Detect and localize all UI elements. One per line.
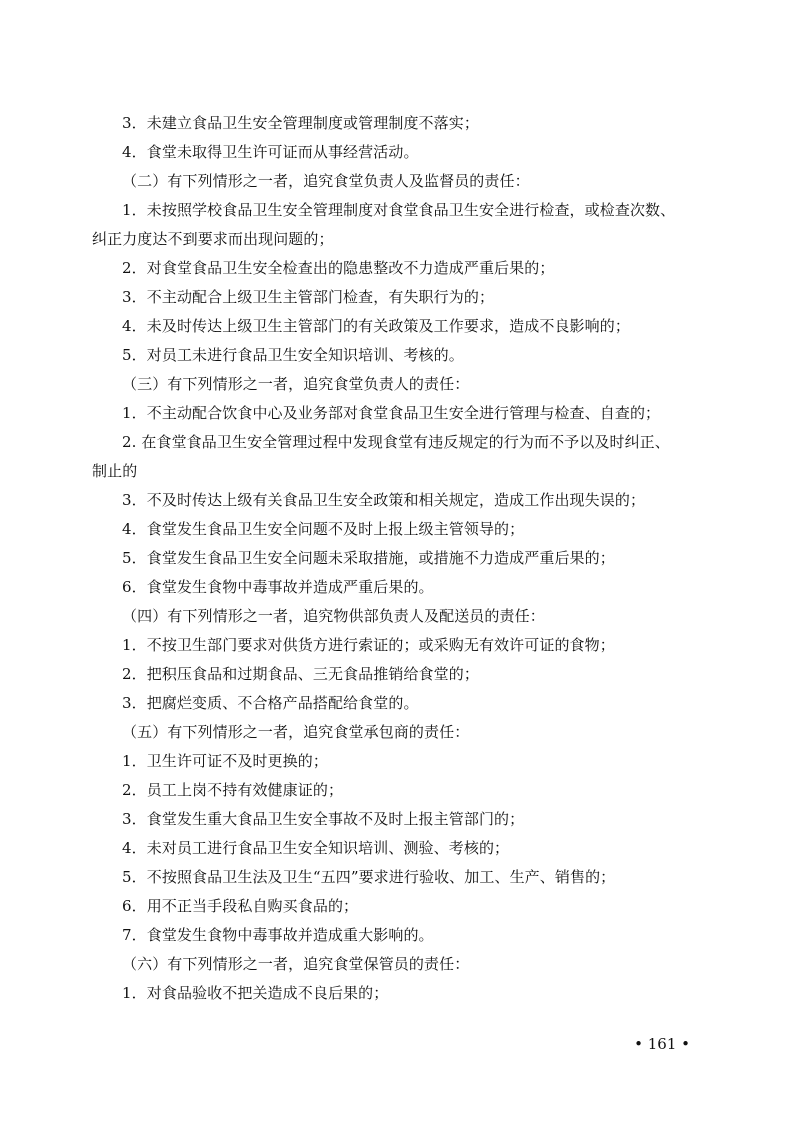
paragraph-line: 4．食堂发生食品卫生安全问题不及时上报上级主管领导的；: [122, 520, 525, 538]
section-heading-3: （三）有下列情形之一者，追究食堂负责人的责任：: [122, 375, 470, 393]
page-number: • 161 •: [634, 1035, 690, 1053]
paragraph-line: 1．未按照学校食品卫生安全管理制度对食堂食品卫生安全进行检查，或检查次数、: [122, 201, 676, 219]
section-heading-2: （二）有下列情形之一者，追究食堂负责人及监督员的责任：: [122, 172, 530, 190]
paragraph-line: 1．不按卫生部门要求对供货方进行索证的；或采购无有效许可证的食物；: [122, 636, 615, 654]
paragraph-line-continuation: 制止的: [92, 462, 138, 480]
paragraph-line: 6．用不正当手段私自购买食品的；: [122, 897, 359, 915]
section-heading-6: （六）有下列情形之一者，追究食堂保管员的责任：: [122, 955, 470, 973]
paragraph-line: 2．把积压食品和过期食品、三无食品推销给食堂的；: [122, 665, 479, 683]
section-heading-5: （五）有下列情形之一者，追究食堂承包商的责任：: [122, 723, 470, 741]
paragraph-line: 4．食堂未取得卫生许可证而从事经营活动。: [122, 143, 419, 161]
paragraph-line: 4．未及时传达上级卫生主管部门的有关政策及工作要求，造成不良影响的；: [122, 317, 630, 335]
paragraph-line: 5．食堂发生食品卫生安全问题未采取措施，或措施不力造成严重后果的；: [122, 549, 615, 567]
paragraph-line: 4．未对员工进行食品卫生安全知识培训、测验、考核的；: [122, 839, 510, 857]
section-heading-4: （四）有下列情形之一者，追究物供部负责人及配送员的责任：: [122, 607, 545, 625]
paragraph-line: 5．不按照食品卫生法及卫生“五四”要求进行验收、加工、生产、销售的；: [122, 868, 616, 886]
paragraph-line: 6．食堂发生食物中毒事故并造成严重后果的。: [122, 578, 434, 596]
paragraph-line: 1．对食品验收不把关造成不良后果的；: [122, 984, 389, 1002]
paragraph-line-continuation: 纠正力度达不到要求而出现问题的；: [92, 230, 334, 248]
paragraph-line: 5．对员工未进行食品卫生安全知识培训、考核的。: [122, 346, 464, 364]
paragraph-line: 1．不主动配合饮食中心及业务部对食堂食品卫生安全进行管理与检查、自查的；: [122, 404, 661, 422]
paragraph-line: 3．不主动配合上级卫生主管部门检查，有失职行为的；: [122, 288, 495, 306]
paragraph-line: 3．不及时传达上级有关食品卫生安全政策和相关规定，造成工作出现失误的；: [122, 491, 646, 509]
paragraph-line: 7．食堂发生食物中毒事故并造成重大影响的。: [122, 926, 434, 944]
paragraph-line: 2．员工上岗不持有效健康证的；: [122, 781, 344, 799]
document-body: [92, 109, 704, 1008]
paragraph-line: 1．卫生许可证不及时更换的；: [122, 752, 328, 770]
paragraph-line: 3．把腐烂变质、不合格产品搭配给食堂的。: [122, 694, 419, 712]
paragraph-line: 3．食堂发生重大食品卫生安全事故不及时上报主管部门的；: [122, 810, 525, 828]
paragraph-line: 2. 在食堂食品卫生安全管理过程中发现食堂有违反规定的行为而不予以及时纠正、: [122, 433, 670, 451]
paragraph-line: 2．对食堂食品卫生安全检查出的隐患整改不力造成严重后果的；: [122, 259, 555, 277]
paragraph-line: 3．未建立食品卫生安全管理制度或管理制度不落实；: [122, 114, 479, 132]
